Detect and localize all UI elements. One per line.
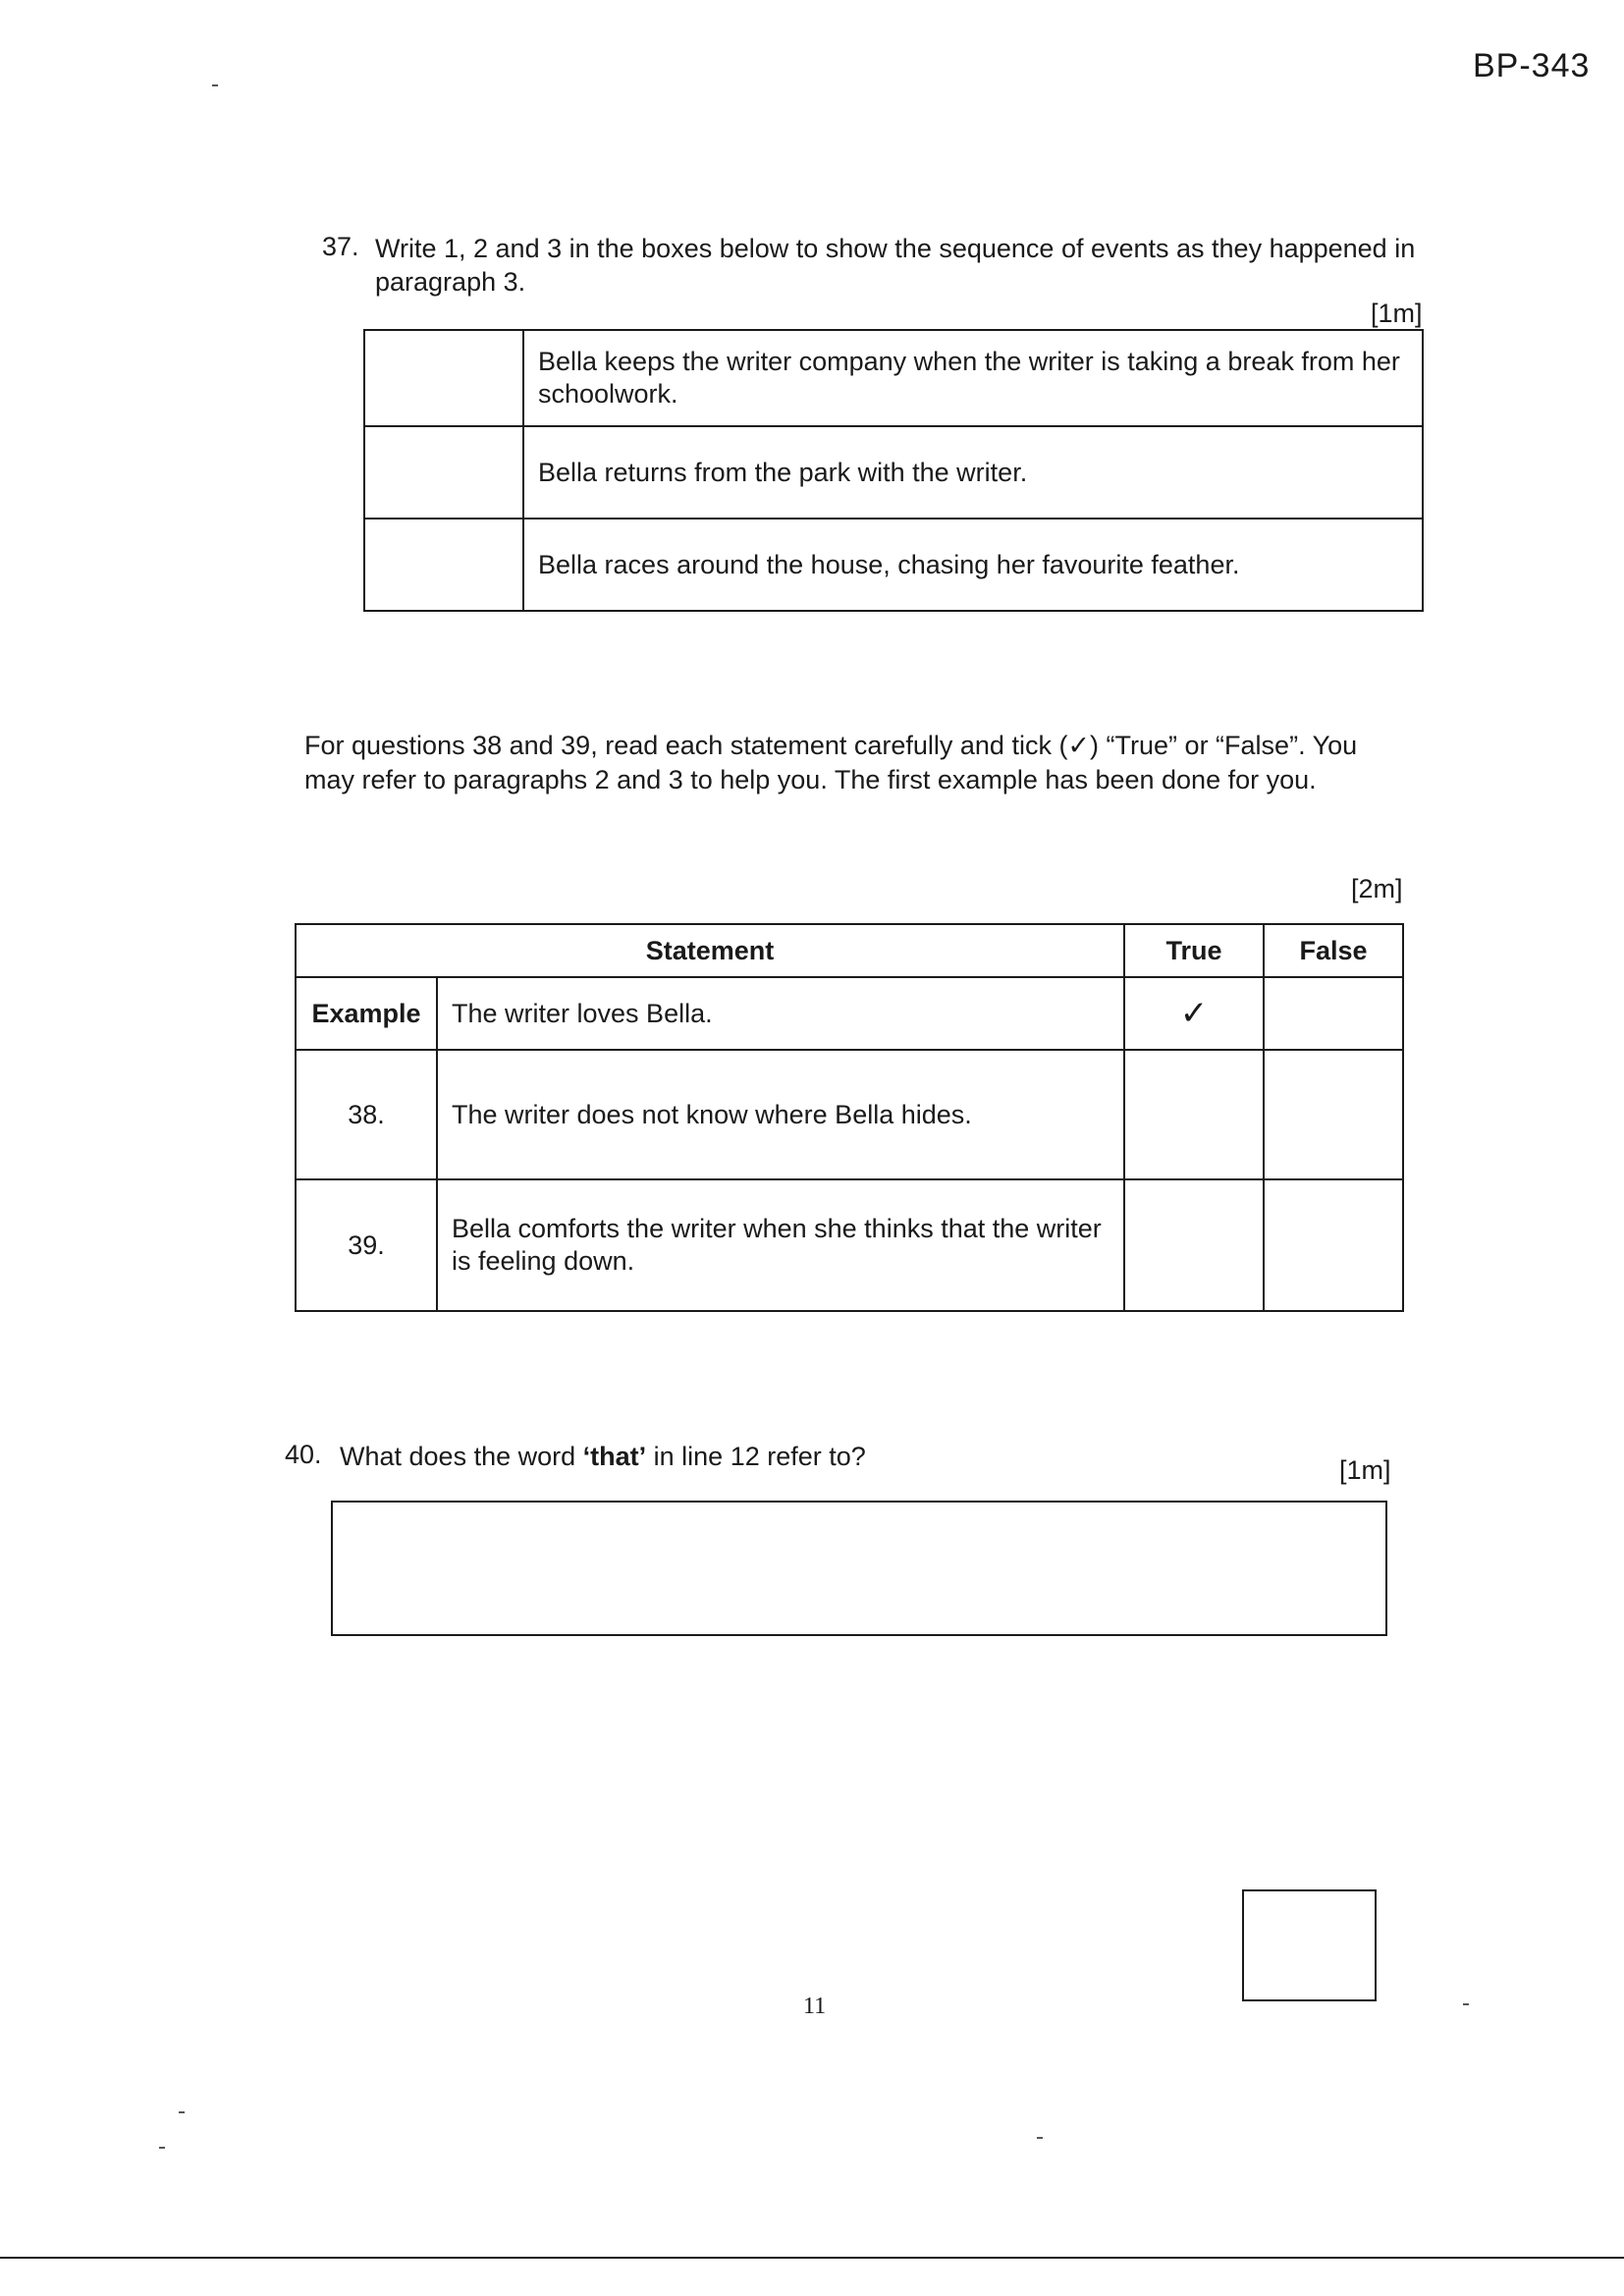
q38-39-marks: [2m] xyxy=(1351,874,1403,903)
example-row xyxy=(296,977,1403,1050)
sequence-answer-box[interactable] xyxy=(364,426,523,519)
question-row xyxy=(296,1050,1403,1179)
q37-question: Write 1, 2 and 3 in the boxes below to show the sequence of events as they happened in paragraph 3. xyxy=(375,234,1416,297)
score-box xyxy=(1242,1889,1377,2001)
q40-marks: [1m] xyxy=(1339,1455,1391,1485)
bottom-rule xyxy=(0,2257,1624,2259)
q39-statement: Bella comforts the writer when she thinks that the writer is feeling down. xyxy=(437,1179,1124,1311)
q39-label: 39. xyxy=(296,1179,437,1311)
paper-code: BP-343 xyxy=(1473,47,1591,84)
q38-label: 38. xyxy=(296,1050,437,1179)
scan-speck xyxy=(179,2111,185,2113)
q40-keyword: ‘that’ xyxy=(582,1442,647,1471)
example-false-cell xyxy=(1264,977,1403,1050)
false-header: False xyxy=(1264,924,1403,977)
true-false-table xyxy=(295,923,1404,1312)
page-number: 11 xyxy=(803,1994,827,2019)
statement-header: Statement xyxy=(296,924,1124,977)
scan-speck xyxy=(212,84,218,86)
sequence-row xyxy=(364,519,1423,611)
table-header-row xyxy=(296,924,1403,977)
scan-speck xyxy=(1037,2137,1043,2139)
q37-marks: [1m] xyxy=(1371,299,1423,328)
q40-question xyxy=(340,1440,866,1473)
sequence-event: Bella returns from the park with the writer. xyxy=(523,426,1423,519)
sequence-row xyxy=(364,330,1423,426)
q40-number: 40. xyxy=(285,1440,322,1469)
example-statement: The writer loves Bella. xyxy=(437,977,1124,1050)
sequence-event: Bella keeps the writer company when the writer is taking a break from her schoolwork. xyxy=(523,330,1423,426)
example-true-tick: ✓ xyxy=(1124,977,1264,1050)
sequence-event: Bella races around the house, chasing her favourite feather. xyxy=(523,519,1423,611)
scan-speck xyxy=(1463,2003,1469,2005)
sequence-answer-box[interactable] xyxy=(364,330,523,426)
sequence-table xyxy=(363,329,1424,612)
q38-true-cell[interactable] xyxy=(1124,1050,1264,1179)
q38-false-cell[interactable] xyxy=(1264,1050,1403,1179)
q39-true-cell[interactable] xyxy=(1124,1179,1264,1311)
q40-text-before: What does the word xyxy=(340,1442,583,1471)
example-label: Example xyxy=(296,977,437,1050)
question-row xyxy=(296,1179,1403,1311)
sequence-row xyxy=(364,426,1423,519)
q40-answer-box[interactable] xyxy=(331,1501,1387,1636)
q40-text-after: in line 12 refer to? xyxy=(646,1442,866,1471)
true-false-instructions: For questions 38 and 39, read each statement carefully and tick (✓) “True” or “False”. You may refer to paragraphs 2 and 3 to help you. The first example has been done for you. xyxy=(304,731,1358,794)
sequence-answer-box[interactable] xyxy=(364,519,523,611)
true-header: True xyxy=(1124,924,1264,977)
q39-false-cell[interactable] xyxy=(1264,1179,1403,1311)
q38-statement: The writer does not know where Bella hides. xyxy=(437,1050,1124,1179)
scan-speck xyxy=(159,2147,165,2149)
q37-number: 37. xyxy=(322,232,359,261)
